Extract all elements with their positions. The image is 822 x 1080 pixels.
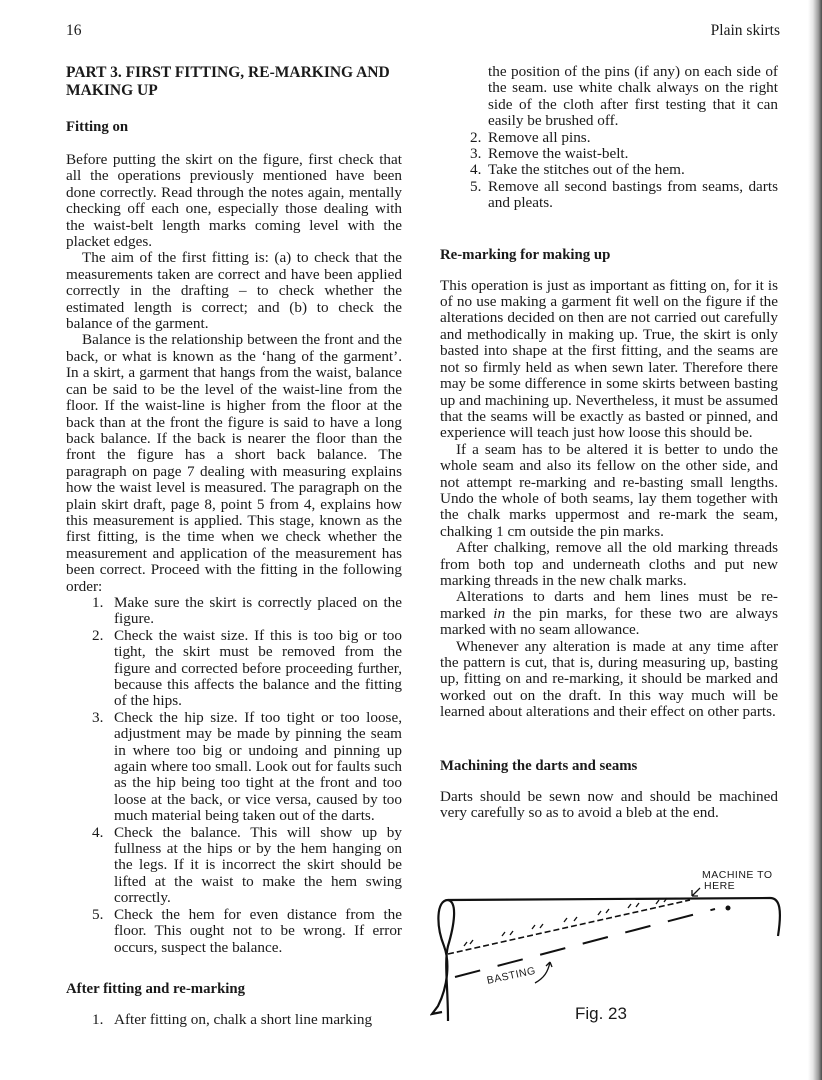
heading-fitting-on: Fitting on [66,119,129,135]
list-text: Remove all second bastings from seams, darts and pleats. [488,177,778,212]
fitting-steps-list [66,595,402,956]
after-fitting-steps-list [66,1012,402,1028]
list-text: Check the balance. This will show up by fullness at the hips or by the hem hanging on the legs. If it is incorrect the skirt should be lifted at the waist to make the hem swing correctly. [114,823,402,907]
list-number: 2. [470,128,482,146]
text-run: the pin marks, for these two are always marked with no seam allowance. [440,604,778,639]
list-text: Make sure the skirt is correctly placed on the figure. [114,593,402,628]
list-number: 3. [92,708,104,726]
list-number: 3. [470,145,482,163]
list-item [440,146,778,162]
after-fitting-steps-continued [440,130,778,212]
stitch-marks [464,898,667,946]
paragraph-alterations [440,589,778,638]
left-column [66,64,402,1028]
label-machine-to: MACHINE TO [702,869,773,881]
list-item [66,710,402,825]
list-number: 4. [470,161,482,179]
list-number: 5. [92,905,104,923]
list-item [440,130,778,146]
list-item [440,162,778,178]
list-text: Take the stitches out of the hem. [488,161,685,179]
list-text: Remove all pins. [488,128,591,146]
list-text: After fitting on, chalk a short line marking [114,1010,373,1028]
list-item [66,595,402,628]
figure-23-dart-diagram [430,866,790,1036]
list-number: 1. [92,1010,104,1028]
right-column [440,64,778,821]
page-number: 16 [66,22,82,39]
list-text: Check the hip size. If too tight or too loose, adjustment may be made by pinning the seam in where too big or undoing and pinning up again where too small. Look out for faults such as the hip being too tight at the front and too loose at the back, or vice versa, caused by too much material being taken out of the darts. [114,708,402,825]
part-title: PART 3. FIRST FITTING, RE-MARKING AND MAKING UP [66,64,390,99]
paragraph: After chalking, remove all the old marking threads from both top and underneath cloths and put new marking threads in the new chalk marks. [440,539,778,589]
paragraph: Balance is the relationship between the front and the back, or what is known as the ‘hang of the garment’. In a skirt, a garment that hangs from the waist, balance can be said to be the level of the waist-line from the floor. If the waist-line is higher from the floor at the back than at the front the figure is said to have a long back balance. If the back is nearer the floor than the front the figure has a short back balance. The paragraph on page 7 dealing with measuring explains how the waist level is measured. The paragraph on the plain skirt draft, page 8, point 5 from 4, explains how this measurement is applied. This stage, known as the first fitting, is the time when we check whether the measurement and application of the measurement has been correct. Proceed with the fitting in the following order: [66,331,402,595]
heading-machining: Machining the darts and seams [440,757,638,774]
paragraph: This operation is just as important as fitting on, for it is of no use making a garment fit well on the figure if the alterations decided on then are not carried out carefully and methodically in making up. True, the skirt is only basted into shape at the first fitting, and the seams are not so firmly held as when sewn later. Therefore there may be some difference in some skirts between basting up and machining up. Nevertheless, it must be assumed that the seams will be exactly as basted or pinned, and experience will teach just how loose this should be. [440,276,778,442]
list-item [66,907,402,956]
list-item-continued: the position of the pins (if any) on each side of the seam. use white chalk always on the right side of the cloth after first testing that it can easily be brushed off. [488,63,778,130]
heading-after-fitting: After fitting and re-marking [66,980,246,997]
list-item [66,628,402,710]
paragraph: The aim of the first fitting is: (a) to check that the measurements taken are correct and have been applied correctly in the drafting – to check whether the estimated length is correct; and (b) to check the balance of the garment. [66,249,402,333]
list-number: 1. [92,593,104,611]
list-number: 5. [470,177,482,195]
list-item [440,179,778,212]
list-text: Remove the waist-belt. [488,145,629,163]
page-edge-shadow [808,0,822,1080]
label-here: HERE [704,880,736,892]
heading-remarking: Re-marking for making up [440,246,611,263]
label-basting: BASTING [485,964,537,987]
paragraph: If a seam has to be altered it is better to undo the whole seam and also its fellow on the other side, and not attempt re-marking and re-basting small lengths. Undo the whole of both seams, lay them together with the chalk marks uppermost and re-mark the seam, chalking 1 cm outside the pin marks. [440,440,778,540]
paragraph: Whenever any alteration is made at any time after the pattern is cut, that is, during measuring up, basting up, fitting on and re-marking, it should be marked and worked out on the draft. In this way much will be learned about alterations and their effect on other parts. [440,637,778,721]
italic-text: in [493,604,506,622]
list-text: Check the hem for even distance from the floor. This ought not to be wrong. If error occurs, suspect the balance. [114,905,402,956]
list-text: Check the waist size. If this is too big or too tight, the skirt must be removed from the figure and corrected before proceeding further, because this affects the balance and the fitting of the hips. [114,626,402,710]
running-header-section: Plain skirts [710,22,780,39]
paragraph: Before putting the skirt on the figure, first check that all the operations previously mentioned have been done correctly. Read through the notes again, mentally checking off each one, especially those dealing with the waist-belt length marks coming level with the placket edges. [66,151,402,251]
paragraph: Darts should be sewn now and should be machined very carefully so as to avoid a bleb at the end. [440,787,778,822]
list-number: 2. [92,626,104,644]
text-run: Alterations to darts and hem lines must be re-marked [440,588,778,622]
list-item [66,1012,402,1028]
list-number: 4. [92,823,104,841]
list-item [66,825,402,907]
figure-caption: Fig. 23 [575,1004,627,1023]
